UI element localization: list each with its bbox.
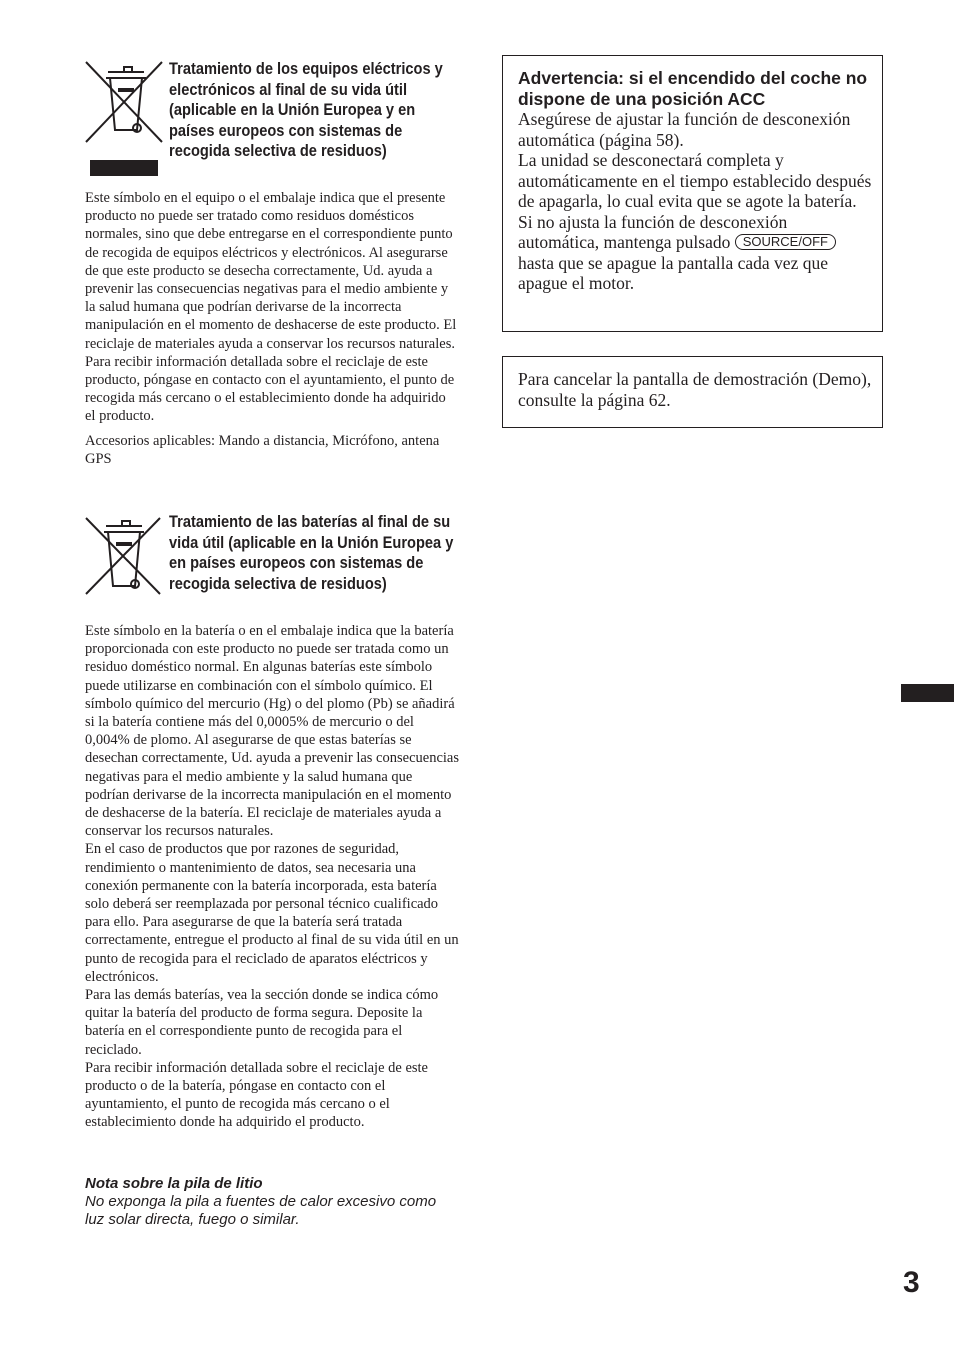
- weee-paragraph: Este símbolo en el equipo o el embalaje indica que el presente producto no puede ser tratado como residuos domésticos normales, sino que debe entregarse en el correspondiente punto de recogida de equipos eléctricos y electrónicos. Al asegurarse de que este producto se desecha correctamente, Ud. ayuda a prevenir las consecuencias negativas para el medio ambiente y la salud humana que podrían derivarse de la incorrecta manipulación en el momento de deshacerse de este producto. El reciclaje de materiales ayuda a conservar los recursos naturales. Para recibir información detallada sobre el reciclaje de este producto, póngase en contacto con el ayuntamiento, el punto de recogida más cercano o el establecimiento donde ha adquirido el producto.: [85, 190, 457, 425]
- weee-heading: Tratamiento de los equipos eléctricos y electrónicos al final de su vida útil (aplicable en la Unión Europea y en países europeos con sistemas de recogida selectiva de residuos): [169, 59, 443, 160]
- crossed-out-wheelie-bin-icon: [84, 60, 164, 178]
- acc-warning-paragraph-3: [518, 212, 872, 294]
- source-off-button: SOURCE/OFF: [735, 234, 836, 250]
- acc-warning-paragraph-3-start: Si no ajusta la función de desconexión automática, mantenga pulsado: [518, 211, 788, 252]
- battery-heading: Tratamiento de las baterías al final de su vida útil (aplicable en la Unión Europea y en países europeos con sistemas de recogida selectiva de residuos): [169, 512, 454, 593]
- battery-paragraph-3: Para las demás baterías, vea la sección donde se indica cómo quitar la batería del producto de forma segura. Deposite la batería en el correspondiente punto de recogida para el reciclado.: [85, 987, 439, 1058]
- side-tab-marker: [901, 684, 954, 702]
- demo-cancel-box: [502, 356, 883, 428]
- battery-paragraph-4: Para recibir información detallada sobre el reciclaje de este producto o de la batería, póngase en contacto con el ayuntamiento, el punto de recogida más cercano o el establecimiento donde ha adquirido el producto.: [85, 1059, 428, 1131]
- acc-warning-paragraph-1: Asegúrese de ajustar la función de desconexión automática (página 58).: [518, 109, 851, 150]
- acc-warning-paragraph-2: La unidad se desconectará completa y automáticamente en el tiempo establecido después de apagarla, lo cual evita que se agote la batería.: [518, 150, 872, 211]
- battery-paragraph-2: En el caso de productos que por razones de seguridad, rendimiento o mantenimiento de datos, sea necesaria una conexión permanente con la batería incorporada, esta batería solo deberá ser reemplazada por personal técnico cualificado para ello. Para asegurarse de que la batería será tratada correctamente, entregue el producto al final de su vida útil en un punto de recogida para el reciclado de aparatos eléctricos y electrónicos.: [85, 841, 459, 985]
- acc-warning-box: [502, 55, 883, 332]
- crossed-out-battery-bin-icon: [84, 514, 162, 598]
- weee-body-text: [85, 189, 459, 468]
- page-number: 3: [903, 1266, 920, 1299]
- weee-accessories: Accesorios aplicables: Mando a distancia, Micrófono, antena GPS: [85, 432, 440, 467]
- note-title: Nota sobre la pila de litio: [85, 1175, 263, 1192]
- note-text: No exponga la pila a fuentes de calor excesivo como luz solar directa, fuego o similar.: [85, 1193, 437, 1228]
- acc-warning-body: [518, 109, 872, 294]
- acc-warning-paragraph-3-end: hasta que se apague la pantalla cada vez que apague el motor.: [518, 252, 828, 293]
- battery-body-text: [85, 622, 459, 1132]
- battery-paragraph-1: Este símbolo en la batería o en el embalaje indica que la batería proporcionada con este producto no puede ser tratada como un residuo doméstico normal. En algunas baterías este símbolo puede utilizarse en combinación con el símbolo químico. El símbolo químico del mercurio (Hg) o del plomo (Pb) se añadirá si la batería contiene más del 0,0005% de mercurio o del 0,004% de plomo. Al asegurarse de que estas baterías se desechan correctamente, Ud. ayuda a prevenir las consecuencias negativas para el medio ambiente y la salud humana que podrían derivarse de la incorrecta manipulación en el momento de deshacerse de la batería. El reciclaje de materiales ayuda a conservar los recursos naturales.: [85, 623, 459, 840]
- acc-warning-title: Advertencia: si el encendido del coche no dispone de una posición ACC: [518, 68, 868, 109]
- demo-cancel-text: Para cancelar la pantalla de demostración (Demo), consulte la página 62.: [518, 369, 872, 410]
